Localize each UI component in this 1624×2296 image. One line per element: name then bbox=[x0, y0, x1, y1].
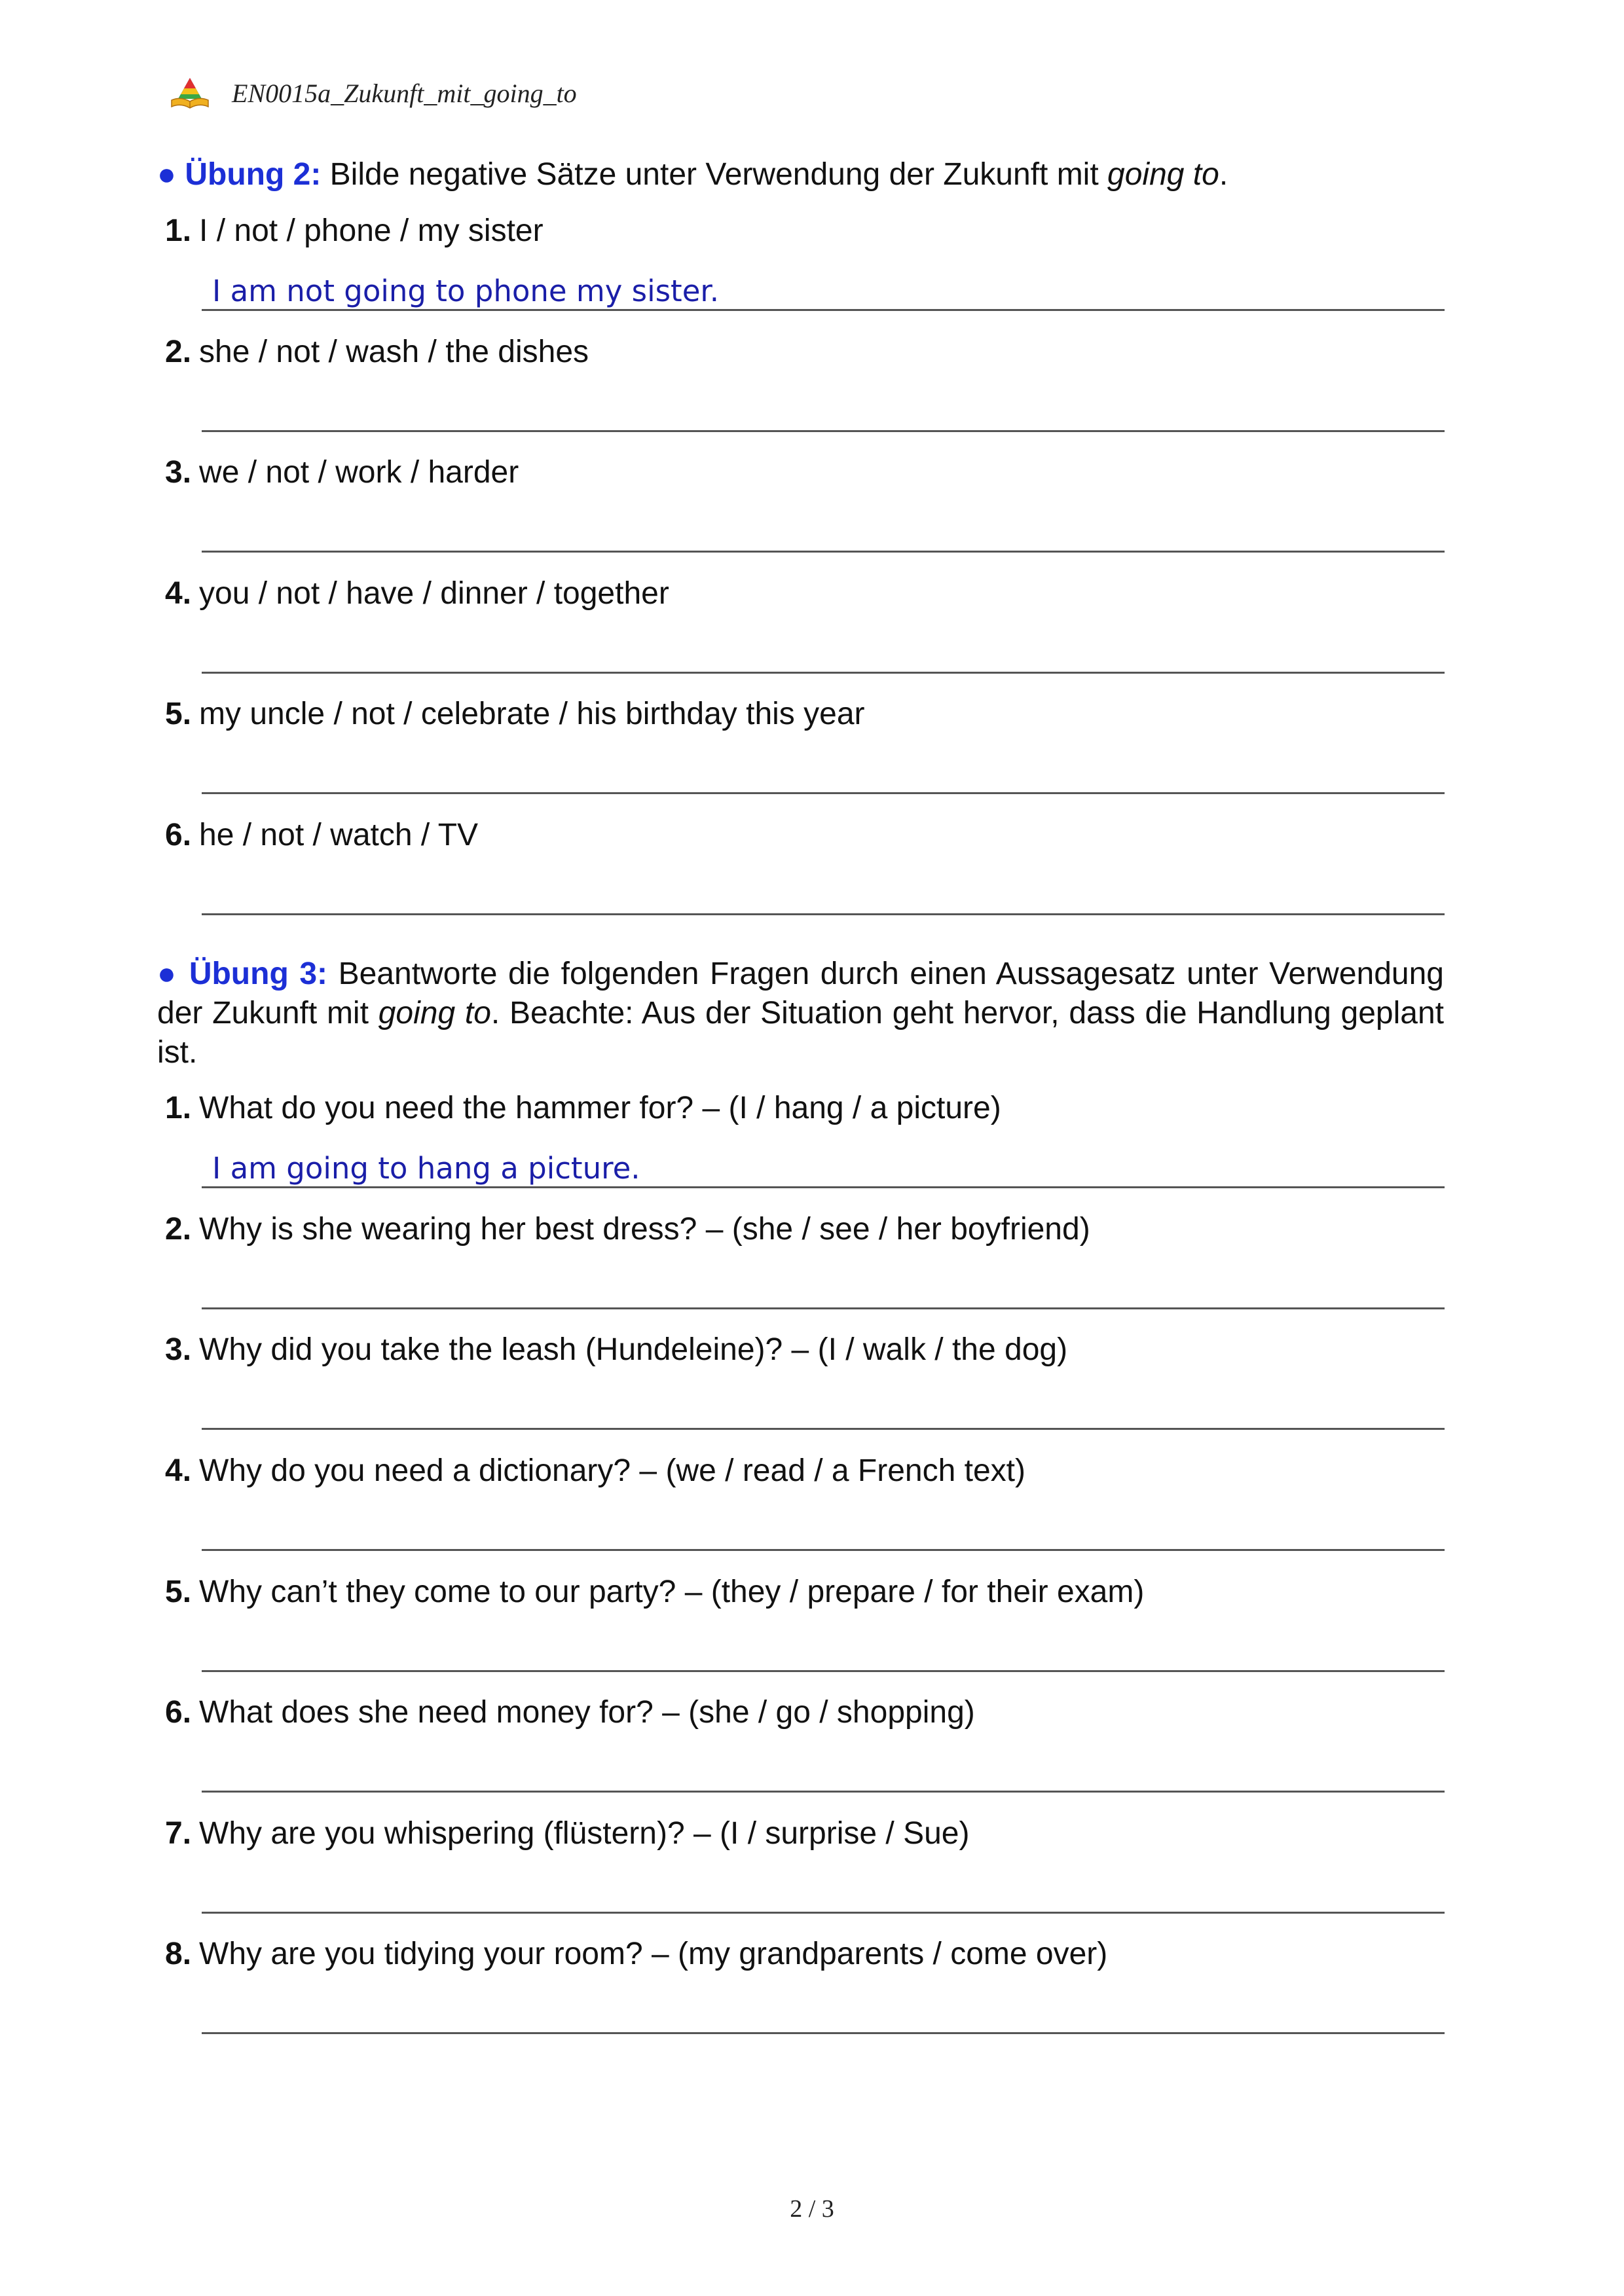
answer-example-text: I am not going to phone my sister. bbox=[212, 274, 720, 308]
item-number: 1. bbox=[165, 1091, 192, 1125]
exercise-2-label: Übung 2: bbox=[185, 157, 322, 192]
item-text: Why do you need a dictionary? – (we / read / a French text) bbox=[199, 1453, 1025, 1488]
item-text: Why can’t they come to our party? – (they / prepare / for their exam) bbox=[199, 1575, 1145, 1609]
exercise-3-item-1 bbox=[165, 1089, 1445, 1209]
exercise-2-instruction: Bilde negative Sätze unter Verwendung der Zukunft mit bbox=[321, 157, 1108, 192]
answer-line[interactable] bbox=[202, 430, 1445, 432]
exercise-3-item-3 bbox=[165, 1330, 1445, 1451]
exercise-3-item-5 bbox=[165, 1573, 1445, 1693]
exercise-3-item-2 bbox=[165, 1210, 1445, 1330]
item-prompt bbox=[165, 333, 589, 372]
answer-line[interactable] bbox=[202, 1186, 1445, 1188]
item-prompt bbox=[165, 1451, 1025, 1491]
item-text: he / not / watch / TV bbox=[199, 818, 479, 852]
exercise-3-item-6 bbox=[165, 1693, 1445, 1813]
item-prompt bbox=[165, 1089, 1001, 1128]
item-number: 8. bbox=[165, 1937, 192, 1971]
item-text: we / not / work / harder bbox=[199, 455, 519, 490]
item-text: Why are you whispering (flüstern)? – (I / surprise / Sue) bbox=[199, 1816, 970, 1851]
item-number: 1. bbox=[165, 213, 192, 248]
item-number: 5. bbox=[165, 697, 192, 731]
item-text: she / not / wash / the dishes bbox=[199, 335, 589, 369]
exercise-2-item-1 bbox=[165, 211, 1445, 332]
item-prompt bbox=[165, 574, 669, 613]
answer-line[interactable] bbox=[202, 1670, 1445, 1672]
item-text: my uncle / not / celebrate / his birthday this year bbox=[199, 697, 865, 731]
item-prompt bbox=[165, 1693, 975, 1732]
exercise-3-label: Übung 3: bbox=[189, 957, 328, 991]
item-text: I / not / phone / my sister bbox=[199, 213, 544, 248]
item-text: you / not / have / dinner / together bbox=[199, 576, 669, 611]
exercise-3-instruction-end: . Beachte: Aus der Situation geht hervor, dass die Handlung geplant ist. bbox=[157, 996, 1445, 1070]
exercise-2-instruction-end: . bbox=[1219, 157, 1228, 192]
exercise-2-item-2 bbox=[165, 333, 1445, 453]
item-text: Why is she wearing her best dress? – (she / see / her boyfriend) bbox=[199, 1212, 1090, 1247]
exercise-3-heading bbox=[157, 955, 1444, 1072]
item-text: What does she need money for? – (she / go / shopping) bbox=[199, 1695, 975, 1730]
answer-line[interactable] bbox=[202, 913, 1445, 915]
exercise-2-item-4 bbox=[165, 574, 1445, 695]
item-number: 4. bbox=[165, 576, 192, 611]
item-prompt bbox=[165, 211, 544, 251]
answer-example-text: I am going to hang a picture. bbox=[212, 1151, 640, 1186]
item-number: 6. bbox=[165, 1695, 192, 1730]
exercise-3-item-7 bbox=[165, 1814, 1445, 1935]
item-prompt bbox=[165, 695, 865, 734]
exercise-2-instruction-emphasis: going to bbox=[1107, 157, 1219, 192]
exercise-3-item-8 bbox=[165, 1935, 1445, 2055]
answer-line[interactable] bbox=[202, 309, 1445, 311]
answer-line[interactable] bbox=[202, 2032, 1445, 2034]
exercise-3-bullet: ● bbox=[157, 957, 179, 991]
item-text: Why did you take the leash (Hundeleine)? – (I / walk / the dog) bbox=[199, 1332, 1068, 1367]
exercise-2-item-5 bbox=[165, 695, 1445, 815]
item-prompt bbox=[165, 1573, 1144, 1612]
exercise-2-bullet: ● bbox=[157, 157, 176, 192]
exercise-3-instruction: Beantworte die folgenden Fragen durch einen Aussagesatz unter Verwendung der Zukunft mit bbox=[157, 957, 1444, 1030]
exercise-3-instruction-emphasis: going to bbox=[378, 996, 491, 1030]
answer-line[interactable] bbox=[202, 1912, 1445, 1914]
item-number: 2. bbox=[165, 1212, 192, 1247]
item-prompt bbox=[165, 1210, 1090, 1249]
item-number: 2. bbox=[165, 335, 192, 369]
exercise-2-item-3 bbox=[165, 453, 1445, 574]
answer-line[interactable] bbox=[202, 1791, 1445, 1793]
document-header bbox=[169, 73, 577, 113]
item-prompt bbox=[165, 1330, 1067, 1370]
item-prompt bbox=[165, 816, 478, 855]
item-prompt bbox=[165, 453, 519, 492]
item-prompt bbox=[165, 1814, 969, 1853]
document-title: EN0015a_Zukunft_mit_going_to bbox=[232, 78, 577, 108]
exercise-2-heading bbox=[157, 155, 1444, 194]
answer-line[interactable] bbox=[202, 1549, 1445, 1551]
item-prompt bbox=[165, 1935, 1107, 1974]
answer-line[interactable] bbox=[202, 672, 1445, 674]
exercise-3-item-4 bbox=[165, 1451, 1445, 1572]
answer-line[interactable] bbox=[202, 1428, 1445, 1430]
answer-line[interactable] bbox=[202, 551, 1445, 553]
exercise-2-item-6 bbox=[165, 816, 1445, 936]
item-text: What do you need the hammer for? – (I / hang / a picture) bbox=[199, 1091, 1001, 1125]
answer-line[interactable] bbox=[202, 1307, 1445, 1309]
item-text: Why are you tidying your room? – (my grandparents / come over) bbox=[199, 1937, 1108, 1971]
item-number: 4. bbox=[165, 1453, 192, 1488]
item-number: 5. bbox=[165, 1575, 192, 1609]
answer-line[interactable] bbox=[202, 792, 1445, 794]
page-number: 2 / 3 bbox=[790, 2195, 834, 2223]
item-number: 6. bbox=[165, 818, 192, 852]
item-number: 7. bbox=[165, 1816, 192, 1851]
book-pyramid-logo-icon bbox=[169, 77, 211, 109]
item-number: 3. bbox=[165, 455, 192, 490]
item-number: 3. bbox=[165, 1332, 192, 1367]
